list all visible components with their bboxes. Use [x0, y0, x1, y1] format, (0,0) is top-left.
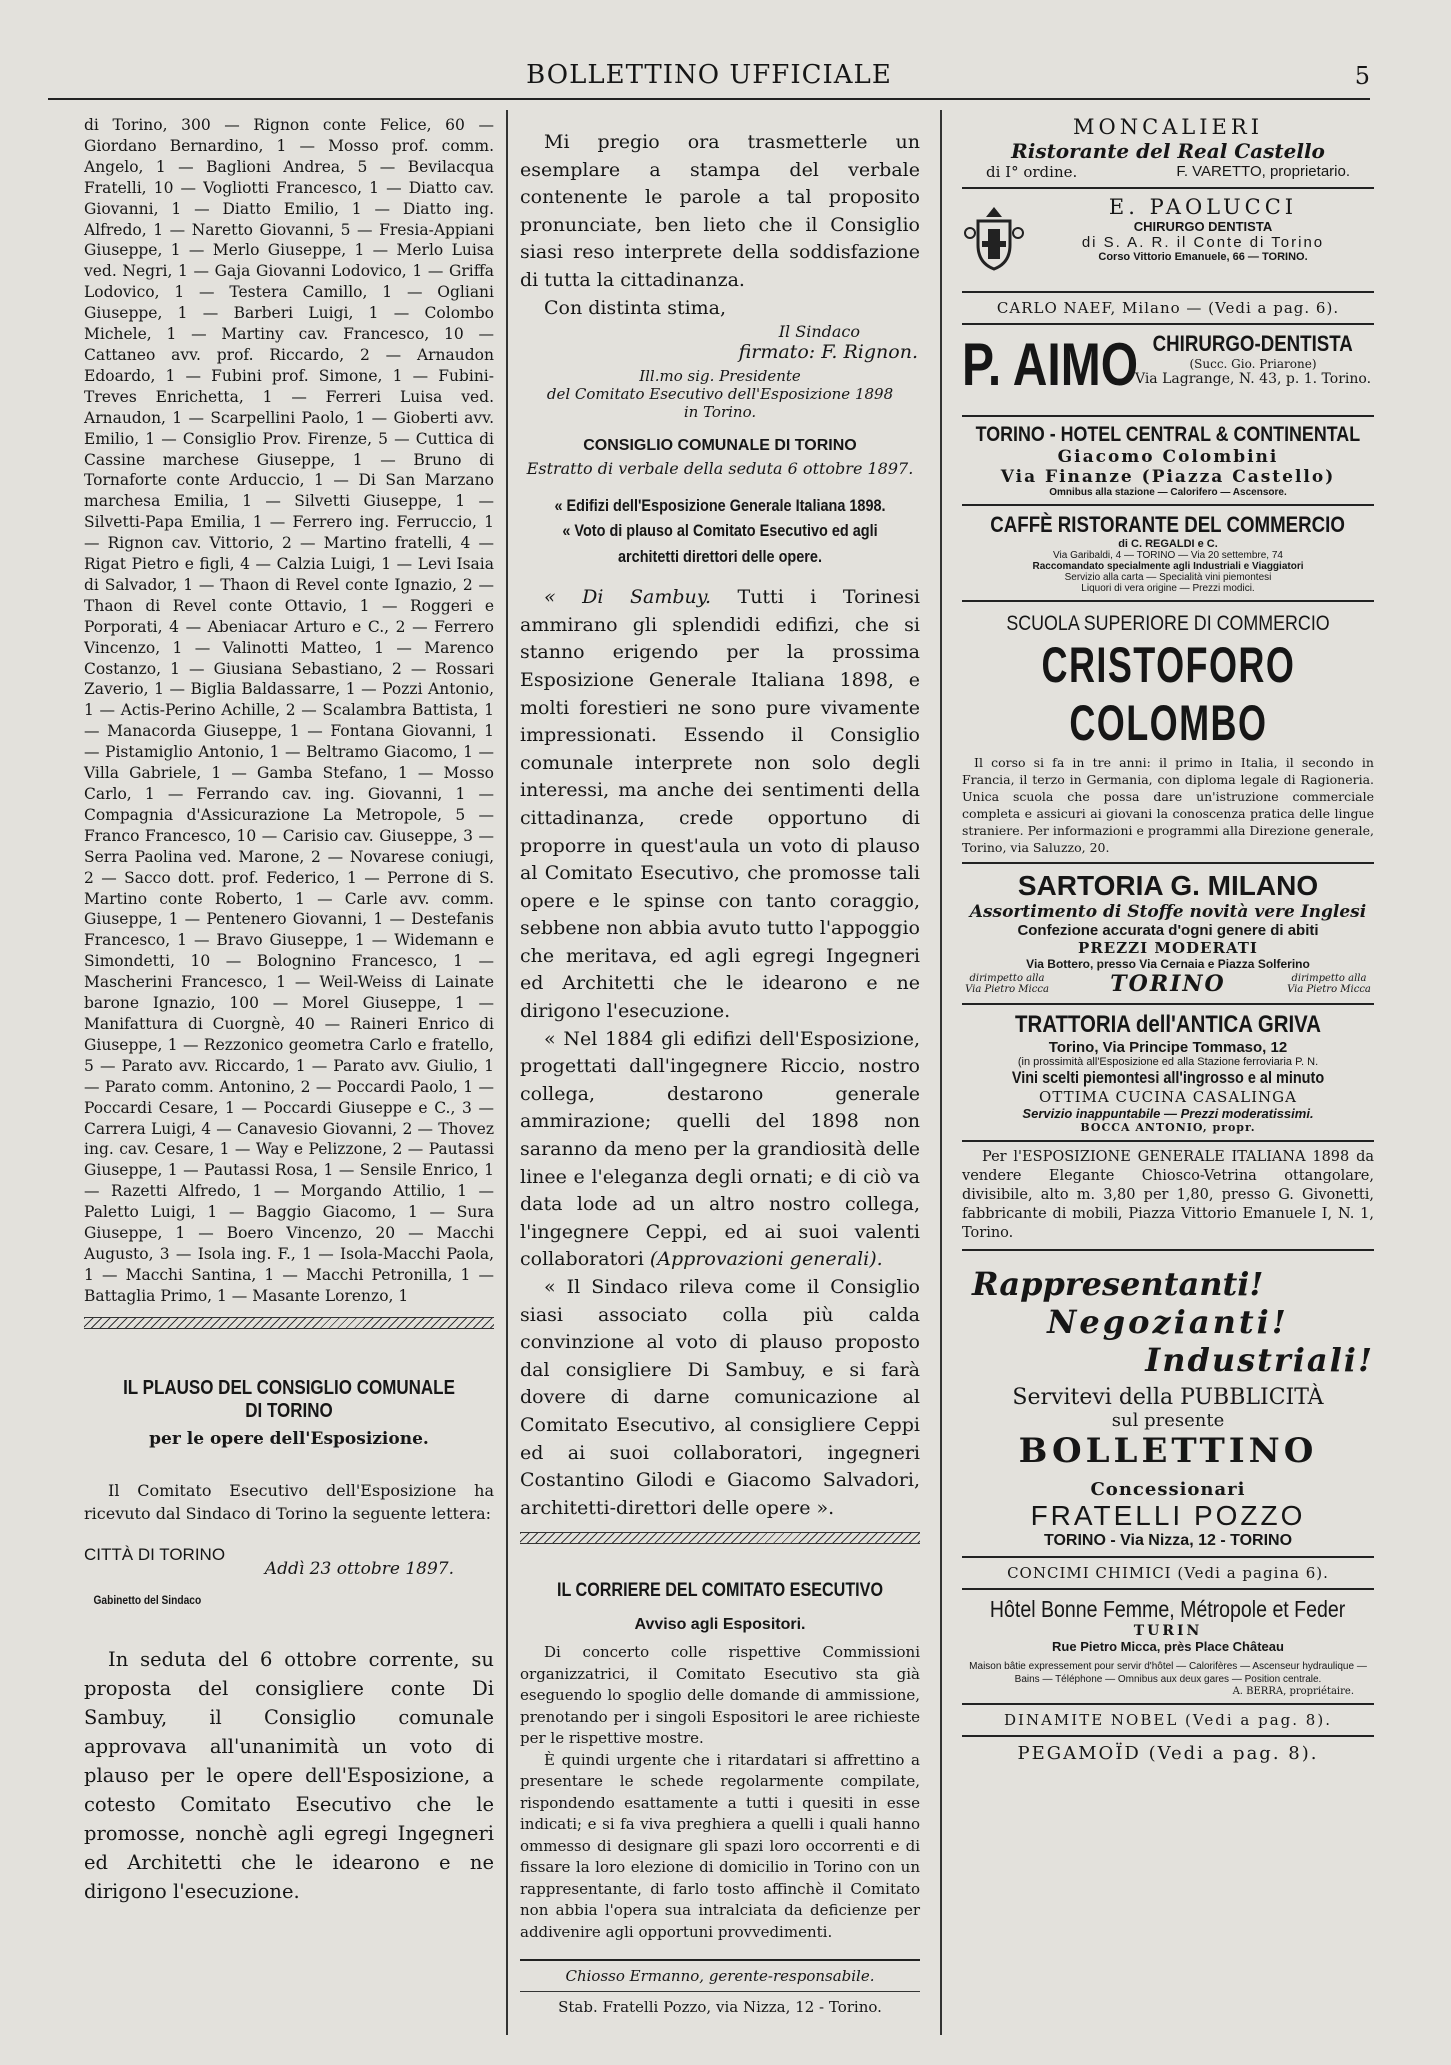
ad-hotelbf-name: Hôtel Bonne Femme, Métropole et Feder — [990, 1596, 1346, 1622]
ornament-divider — [84, 1317, 494, 1329]
column-1 — [84, 115, 494, 1906]
ad-moncalieri-order: di I° ordine. — [986, 163, 1078, 181]
letter-city: CITTÀ DI TORINO — [84, 1544, 226, 1564]
ad-hotel-bonne-femme — [962, 1596, 1374, 1697]
plauso-subtitle: per le opere dell'Esposizione. — [149, 1428, 429, 1449]
ad-scuola-name: CRISTOFORO COLOMBO — [1041, 637, 1295, 751]
addressee-line-2: del Comitato Esecutivo dell'Esposizione 1898 — [546, 385, 894, 404]
avviso-paragraph-1: Di concerto colle rispettive Commissioni organizzatrici, il Comitato Esecutivo sta già eseguendo lo spoglio delle domande di ammissione, prenotando per i singoli Espositori le aree richieste per le rispettive mostre. — [520, 1643, 920, 1748]
consiglio-subtitle: Estratto di verbale della seduta 6 ottobre 1897. — [526, 459, 914, 479]
ad-trattoria-owner: BOCCA ANTONIO, propr. — [1080, 1121, 1256, 1134]
avviso-paragraph-2: È quindi urgente che i ritardatari si affrettino a presentare le schede regolarmente compilate, rispondendo esattamente a tutti i quesiti in esse indicati; e si fa viva preghiera a quelli i quali hanno ommesso di designare gli spazi loro occorrenti e di fissare la loro elezione di domicilio in Torino con un rappresentante, di farlo tosto affinchè il Comitato non abbia l'opera sua intralciata da deficienze per addivenire agli opportuni provvedimenti. — [520, 1750, 920, 1941]
consiglio-title: CONSIGLIO COMUNALE DI TORINO — [583, 437, 857, 455]
divider — [962, 323, 1374, 325]
ad-caffe-liquori: Liquori di vera origine — Prezzi modici. — [1081, 583, 1255, 594]
paragraph-1884-text: « Nel 1884 gli edifizi dell'Esposizione, progettati dall'ingegnere Riccio, nostro collega, destarono generale ammirazione; quelli del 1898 non saranno da meno per la grandiosità delle linee e l'eleganza degli ornati; e di ciò va data lode ad un altro nostro collega, l'ingegnere Ceppi, ed ai suoi valenti collaboratori — [520, 1027, 920, 1271]
ad-sartoria-right-note: dirimpetto alla Via Pietro Micca — [1287, 973, 1371, 995]
divider — [962, 600, 1374, 602]
ad-caffe-commercio — [962, 512, 1374, 594]
ad-pub-address: TORINO - Via Nizza, 12 - TORINO — [1043, 1532, 1293, 1549]
page-number: 5 — [1354, 62, 1370, 90]
ad-hotelbf-owner: A. BERRA, propriétaire. — [1232, 1686, 1354, 1697]
letter-date: Addì 23 ottobre 1897. — [264, 1558, 454, 1579]
ad-paolucci-address: Corso Vittorio Emanuele, 66 — TORINO. — [1098, 251, 1308, 263]
ad-moncalieri — [962, 115, 1374, 181]
ad-dinamite: DINAMITE NOBEL (Vedi a pag. 8). — [1004, 1711, 1332, 1729]
ad-aimo-profession: CHIRURGO-DENTISTA — [1152, 331, 1354, 356]
column-2 — [520, 115, 920, 2016]
ad-pegamoid: PEGAMOÏD (Vedi a pag. 8). — [1017, 1743, 1319, 1764]
letter-continuation: Mi pregio ora trasmetterle un esemplare a stampa del verbale contenente le parole a tal proposito pronunciate, ben lieto che il Consiglio siasi reso interprete della soddisfazione di tutta la cittadinanza. — [520, 131, 920, 291]
ad-sartoria-confezione: Confezione accurata d'ogni genere di abiti — [1017, 922, 1319, 939]
ad-scuola-title: SCUOLA SUPERIORE DI COMMERCIO — [1006, 612, 1330, 635]
ad-sartoria-city: TORINO — [1110, 971, 1226, 997]
ad-hotelbf-address: Rue Pietro Micca, près Place Château — [1052, 1639, 1284, 1654]
divider — [962, 415, 1374, 417]
paragraph-sambuy-text: Tutti i Torinesi ammirano gli splendidi edifizi, che si stanno erigendo per la prossima Esposizione Generale Italiana 1898, e molti forestieri ne sono pure vivamente impressionati. Essendo il Consiglio comunale interprete non solo degli interessi, ma anche dei sentimenti della cittadinanza, crede opportuno di proporre in quest'aula un voto di plauso al Comitato Esecutivo, che promosse tali opere e le spinse con tanto coraggio, sebbene non abbia avuto tutto l'appoggio che meritava, ed agli egregi Ingegneri ed Architetti che le idearono e ne dirigono l'esecuzione. — [520, 586, 920, 1023]
signature-title: Il Sindaco — [778, 322, 860, 342]
page-header — [48, 58, 1370, 100]
letter-office: Gabinetto del Sindaco — [93, 1592, 202, 1607]
ad-naef: CARLO NAEF, Milano — (Vedi a pag. 6). — [996, 299, 1340, 317]
ad-trattoria-location: (in prossimità all'Esposizione ed alla Stazione ferroviaria P. N. — [1017, 1056, 1319, 1068]
ad-hotel-central — [962, 423, 1374, 498]
donor-list: di Torino, 300 — Rignon conte Felice, 60 — Giordano Bernardino, 1 — Mosso prof. comm. Angelo, 1 — Baglioni Andrea, 5 — Bevilacqua Fratelli, 10 — Vogliotti Francesco, 1 — Diatto cav. Giovanni, 1 — Diatto Emilio, 1 — Diatto ing. Alfredo, 1 — Naretto Giovanni, 5 — Fresia-Appiani Giuseppe, 1 — Merlo Giuseppe, 1 — Merlo Luisa ved. Negri, 1 — Gaja Giovanni Lodovico, 1 — Griffa Lodovico, 1 — Testera Camillo, 1 — Ogliani Giuseppe, 1 — Barberi Luigi, 1 — Colombo Michele, 1 — Martiny cav. Francesco, 10 — Cattaneo avv. prof. Riccardo, 2 — Arnaudon Edoardo, 1 — Fubini prof. Simone, 1 — Fubini-Treves Enrichetta, 1 — Ferreri Luisa ved. Arnaudon, 1 — Scarpellini Paolo, 1 — Gioberti avv. Emilio, 1 — Consiglio Prov. Firenze, 5 — Cuttica di Cassine marchese Giuseppe, 1 — Bruno di Tornaforte conte Arduccio, 1 — Di San Marzano marchesa Emilia, 1 — Silvetti Giuseppe, 1 — Silvetti-Papa Emilia, 1 — Ferrero ing. Ferruccio, 1 — Rignon cav. Vittorio, 2 — Martino fratelli, 4 — Rigat Pietro e figli, 4 — Calzia Luigi, 1 — Levi Isaia di Salvador, 1 — Thaon di Revel conte Ignazio, 2 — Thaon di Revel conte Ottavio, 1 — Roggeri e Porporati, 4 — Abeniacar Arturo e C., 2 — Ferrero Vincenzo, 1 — Valinotti Matteo, 1 — Marenco Costanzo, 1 — Giusiana Sebastiano, 2 — Rossari Zaverio, 1 — Biglia Baldassarre, 1 — Pozzi Antonio, 1 — Actis-Perino Achille, 2 — Scalambra Battista, 1 — Manacorda Giuseppe, 1 — Fontana Giovanni, 1 — Pistamiglio Antonio, 1 — Beltramo Giacomo, 1 — Villa Gabriele, 1 — Gamba Stefano, 1 — Mosso Carlo, 1 — Ferrando cav. ing. Giovanni, 1 — Compagnia d'Assicurazione La Metropole, 5 — Franco Francesco, 10 — Carisio cav. Giuseppe, 3 — Serra Paolina ved. Marone, 2 — Novarese coniugi, 2 — Sacco dott. prof. Federico, 1 — Perrone di S. Martino conte Roberto, 1 — Carle avv. comm. Giuseppe, 1 — Pentenero Giovanni, 1 — Destefanis Francesco, 1 — Bravo Giuseppe, 1 — Widemann e Simondetti, 10 — Bolognino Francesco, 1 — Mascherini Francesco, 1 — Weil-Weiss di Lainate barone Ignazio, 100 — Morel Giuseppe, 1 — Manifattura di Cuorgnè, 40 — Raineri Enrico di Giuseppe, 1 — Rezzonico geometra Carlo e fratello, 5 — Parato avv. Riccardo, 1 — Parato avv. Giulio, 1 — Parato comm. Antonino, 2 — Poccardi Paolo, 1 — Poccardi Cesare, 1 — Poccardi Giuseppe e C., 3 — Carrera Luigi, 4 — Canavesio Giovanni, 2 — Thovez ing. cav. Cesare, 1 — Way e Pelizzone, 2 — Pautassi Giuseppe, 1 — Pautassi Rosa, 1 — Sensile Enrico, 1 — Razetti Alfredo, 1 — Morgando Attilio, 1 — Paletto Luigi, 1 — Baggio Giacomo, 1 — Sura Giuseppe, 1 — Boero Vincenzo, 20 — Macchi Augusto, 3 — Isola ing. F., 1 — Isola-Macchi Paola, 1 — Macchi Santina, 1 — Macchi Petronilla, 1 — Battaglia Primo, 1 — Masante Lorenzo, 1 — [84, 116, 494, 1305]
letter-body: In seduta del 6 ottobre corrente, su proposta del consigliere conte Di Sambuy, il Consiglio comunale approvava all'unanimità un voto di plauso per le opere dell'Esposizione, a cotesto Comitato Esecutivo che le promosse, nonchè agli egregi Ingegneri ed Architetti che le idearono e ne dirigono l'esecuzione. — [84, 1647, 494, 1903]
ad-sartoria — [962, 870, 1374, 997]
divider — [962, 504, 1374, 506]
ad-trattoria-cucina: OTTIMA CUCINA CASALINGA — [1039, 1088, 1297, 1106]
ad-aimo-name: P. AIMO — [962, 331, 1139, 398]
divider — [962, 1703, 1374, 1705]
ad-pub-bollettino: BOLLETTINO — [1018, 1431, 1318, 1471]
paragraph-1884 — [520, 1026, 920, 1274]
ad-paolucci-profession: CHIRURGO DENTISTA — [1133, 219, 1273, 234]
divider — [520, 1991, 920, 1992]
printer-line: Stab. Fratelli Pozzo, via Nizza, 12 - Torino. — [558, 1998, 882, 2017]
ad-caffe-owner: di C. REGALDI e C. — [1118, 538, 1218, 550]
ad-aimo — [962, 331, 1374, 409]
paragraph-sambuy — [520, 584, 920, 1026]
plauso-title: IL PLAUSO DEL CONSIGLIO COMUNALE DI TORINO — [123, 1376, 455, 1422]
ad-caffe-name: CAFFÈ RISTORANTE DEL COMMERCIO — [990, 512, 1346, 537]
ad-hotelbf-city: TURIN — [1133, 1623, 1203, 1639]
ad-pub-industriali: Industriali! — [1145, 1341, 1374, 1379]
addressee-line-1: Ill.mo sig. Presidente — [639, 367, 801, 386]
ad-paolucci — [962, 195, 1374, 285]
ad-pubblicita — [962, 1265, 1374, 1550]
ad-pub-concessionari: Concessionari — [1090, 1479, 1246, 1500]
plauso-intro: Il Comitato Esecutivo dell'Esposizione ha ricevuto dal Sindaco di Torino la seguente lettera: — [84, 1480, 494, 1523]
ad-trattoria-name: TRATTORIA dell'ANTICA GRIVA — [1015, 1011, 1321, 1038]
regards: Con distinta stima, — [544, 296, 727, 319]
signature-name: firmato: F. Rignon. — [738, 341, 918, 364]
ad-sartoria-prezzi: PREZZI MODERATI — [1078, 939, 1258, 957]
voto-title: « Voto di plauso al Comitato Esecutivo ed agli architetti direttori delle opere. — [562, 521, 878, 567]
divider — [962, 1588, 1374, 1590]
ad-hotel-central-name: TORINO - HOTEL CENTRAL & CONTINENTAL — [975, 423, 1361, 446]
ad-pub-servitevi: Servitevi della PUBBLICITÀ — [1012, 1385, 1324, 1410]
addressee-line-3: in Torino. — [683, 403, 757, 422]
newspaper-title: BOLLETTINO UFFICIALE — [526, 60, 892, 90]
ad-trattoria-vini: Vini scelti piemontesi all'ingrosso e al minuto — [1011, 1068, 1325, 1087]
ad-scuola-description: Il corso si fa in tre anni: il primo in Italia, il secondo in Francia, il terzo in Germania, con diploma legale di Ragioneria. Unica scuola che possa dare un'istruzione commerciale completa e assicuri ai giovani la conoscenza pratica delle lingue straniere. Per informazioni e programmi alla Direzione generale, Torino, via Saluzzo, 20. — [962, 755, 1374, 855]
ad-chiosco: Per l'ESPOSIZIONE GENERALE ITALIANA 1898 da vendere Elegante Chiosco-Vetrina ottangolare, divisibile, alto m. 3,80 per 1,80, presso G. Givonetti, fabbricante di mobili, Piazza Vittorio Emanuele I, N. 1, Torino. — [962, 1149, 1374, 1241]
divider — [962, 1556, 1374, 1558]
ad-trattoria — [962, 1011, 1374, 1134]
divider — [520, 1959, 920, 1961]
ad-aimo-address: Via Lagrange, N. 43, p. 1. Torino. — [1134, 371, 1372, 387]
ad-moncalieri-name: Ristorante del Real Castello — [1011, 139, 1325, 163]
ad-sartoria-name: SARTORIA G. MILANO — [1017, 870, 1319, 901]
corriere-title: IL CORRIERE DEL COMITATO ESECUTIVO — [556, 1580, 884, 1602]
avviso-title: Avviso agli Espositori. — [634, 1616, 806, 1634]
paragraph-sindaco: « Il Sindaco rileva come il Consiglio siasi associato colla più calda convinzione al voto di plauso proposto dal consigliere Di Sambuy, e si farà dovere di darne comunicazione al Comitato Esecutivo, al consigliere Ceppi ed ai suoi collaboratori, ingegneri Costantino Gilodi e Giacomo Salvadori, architetti-direttori delle opere ». — [520, 1276, 920, 1519]
column-rule — [506, 110, 508, 2035]
ad-moncalieri-owner: F. VARETTO, proprietario. — [1176, 163, 1350, 180]
ad-moncalieri-town: MONCALIERI — [1072, 115, 1263, 139]
column-rule — [940, 110, 942, 2035]
ad-caffe-service: Servizio alla carta — Specialità vini piemontesi — [1064, 572, 1272, 583]
ad-sartoria-address: Via Bottero, presso Via Cernaia e Piazza Solferino — [1026, 957, 1310, 971]
ad-scuola-commercio — [962, 608, 1374, 856]
ad-hotelbf-description: Maison bâtie expressement pour servir d'hôtel — Calorifères — Ascenseur hydraulique — Bains — Téléphone — Omnibus aux deux gares — Position centrale. — [969, 1661, 1367, 1685]
ad-hotel-central-address: Via Finanze (Piazza Castello) — [1000, 467, 1336, 487]
divider — [962, 1003, 1374, 1005]
ad-paolucci-title: di S. A. R. il Conte di Torino — [1081, 234, 1325, 251]
divider — [962, 291, 1374, 293]
ad-sartoria-tagline: Assortimento di Stoffe novità vere Inglesi — [969, 902, 1367, 922]
ad-pub-negozianti: Negozianti! — [1047, 1303, 1289, 1341]
divider — [962, 1140, 1374, 1142]
letter-heading — [84, 1545, 494, 1619]
ad-caffe-recommendation: Raccomandato specialmente agli Industriali e Viaggiatori — [1032, 561, 1304, 572]
ad-trattoria-address: Torino, Via Principe Tommaso, 12 — [1048, 1039, 1288, 1056]
edifizi-title: « Edifizi dell'Esposizione Generale Italiana 1898. — [554, 496, 886, 516]
gerente-line: Chiosso Ermanno, gerente-responsabile. — [565, 1967, 875, 1986]
ad-trattoria-servizio: Servizio inappuntabile — Prezzi moderatissimi. — [1022, 1106, 1314, 1121]
divider — [962, 1249, 1374, 1251]
ad-pub-pozzo: FRATELLI POZZO — [1030, 1500, 1306, 1531]
royal-crest-icon — [962, 203, 1026, 273]
ad-paolucci-name: E. PAOLUCCI — [1108, 195, 1298, 219]
divider — [962, 187, 1374, 189]
ad-caffe-address: Via Garibaldi, 4 — TORINO — Via 20 settembre, 74 — [1053, 550, 1283, 561]
ornament-divider — [520, 1532, 920, 1544]
ad-aimo-successor: (Succ. Gio. Priarone) — [1189, 357, 1317, 371]
ad-hotel-central-services: Omnibus alla stazione — Calorifero — Ascensore. — [1049, 487, 1287, 498]
ad-pub-presente: sul presente — [1111, 1410, 1225, 1431]
ad-concimi: CONCIMI CHIMICI (Vedi a pagina 6). — [1007, 1564, 1329, 1582]
divider — [962, 862, 1374, 864]
column-3-advertisements — [962, 115, 1374, 1764]
paragraph-1884-end: (Approvazioni generali). — [649, 1248, 883, 1271]
ad-sartoria-left-note: dirimpetto alla Via Pietro Micca — [965, 973, 1049, 995]
paragraph-sambuy-lead: « Di Sambuy. — [544, 586, 711, 609]
ad-pub-rappresentanti: Rappresentanti! — [972, 1265, 1264, 1303]
divider — [962, 1735, 1374, 1737]
ad-hotel-central-owner: Giacomo Colombini — [1057, 447, 1279, 467]
